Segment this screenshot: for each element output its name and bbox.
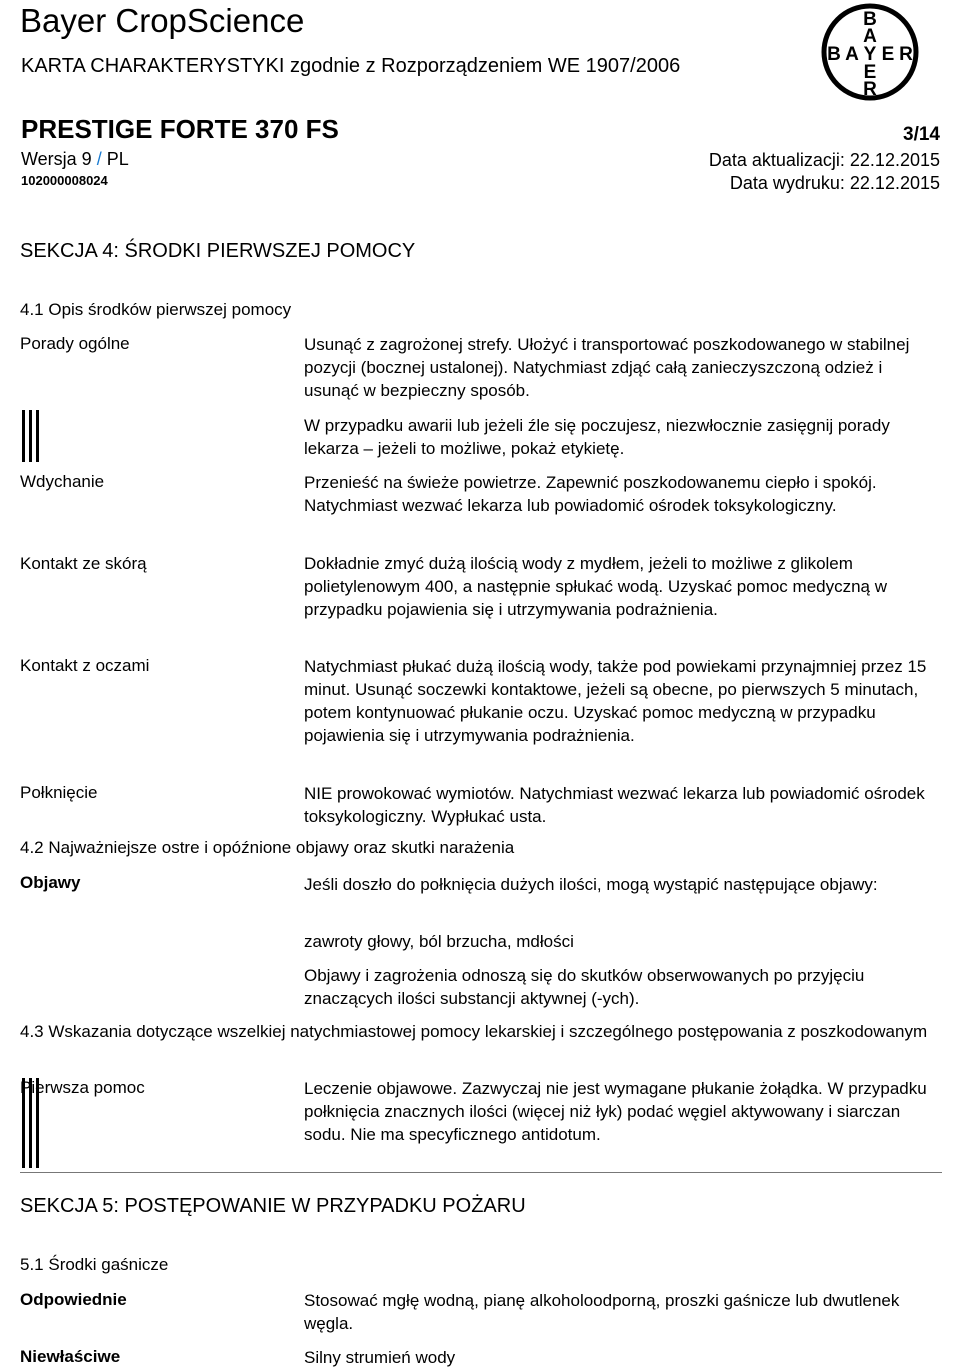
section-divider — [20, 1172, 942, 1173]
svg-text:B: B — [827, 44, 841, 65]
version-lang: PL — [106, 149, 129, 169]
skin-contact-label: Kontakt ze skórą — [20, 554, 147, 573]
general-advice-text-2: W przypadku awarii lub jeżeli źle się poczujesz, niezwłocznie zasięgnij porady lekarza – jeżeli to możliwe, pokaż etykietę. — [304, 416, 890, 458]
print-date: Data wydruku: 22.12.2015 — [729, 173, 940, 193]
company-name: Bayer CropScience — [20, 2, 305, 39]
subsection-4-3-title: 4.3 Wskazania dotyczące wszelkiej natychmiastowej pomocy lekarskiej i szczególnego postępowania z poszkodowanym — [20, 1022, 928, 1041]
section-4-title: SEKCJA 4: ŚRODKI PIERWSZEJ POMOCY — [20, 240, 416, 262]
sds-title: KARTA CHARAKTERYSTYKI zgodnie z Rozporządzeniem WE 1907/2006 — [21, 55, 681, 77]
product-name: PRESTIGE FORTE 370 FS — [21, 114, 339, 144]
ingestion-text: NIE prowokować wymiotów. Natychmiast wezwać lekarza lub powiadomić ośrodek toksykologiczny. Wypłukać usta. — [304, 784, 925, 826]
version-slash: / — [96, 149, 102, 169]
svg-text:R: R — [899, 44, 913, 65]
ingestion-label: Połknięcie — [20, 783, 98, 802]
version-info — [21, 149, 129, 170]
version-label: Wersja 9 — [21, 149, 92, 169]
general-advice-label: Porady ogólne — [20, 334, 130, 353]
suitable-media-label: Odpowiednie — [20, 1290, 127, 1309]
svg-text:A: A — [845, 44, 859, 65]
inhalation-label: Wdychanie — [20, 472, 105, 491]
suitable-media-text: Stosować mgłę wodną, pianę alkoholoodporną, proszki gaśnicze lub dwutlenek węgla. — [304, 1291, 900, 1333]
skin-contact-text: Dokładnie zmyć dużą ilością wody z mydłem, jeżeli to możliwe z glikolem polietylenowym 400, a następnie spłukać wodą. Uzyskać pomoc medyczną w przypadku pojawienia się i utrzymywania podrażnienia. — [304, 554, 888, 619]
svg-text:A: A — [863, 26, 877, 47]
subsection-4-2-title: 4.2 Najważniejsze ostre i opóźnione objawy oraz skutki narażenia — [20, 838, 515, 857]
svg-text:E: E — [881, 44, 895, 65]
svg-text:R: R — [863, 79, 877, 100]
svg-text:E: E — [863, 62, 877, 83]
revision-bar — [22, 410, 25, 462]
general-advice-text: Usunąć z zagrożonej strefy. Ułożyć i transportować poszkodowanego w stabilnej pozycji (bocznej ustalonej). Natychmiast zdjąć całą zanieczyszczoną odzież i usunąć w bezpieczny sposób. — [304, 335, 910, 400]
document-number: 102000008024 — [21, 173, 108, 188]
first-aid-label: Pierwsza pomoc — [20, 1078, 145, 1097]
inhalation-text: Przenieść na świeże powietrze. Zapewnić poszkodowanemu ciepło i spokój. Natychmiast wezwać lekarza lub powiadomić ośrodek toksykologiczny. — [304, 473, 877, 515]
eye-contact-label: Kontakt z oczami — [20, 656, 150, 675]
subsection-5-1-title: 5.1 Środki gaśnicze — [20, 1255, 169, 1274]
update-date: Data aktualizacji: 22.12.2015 — [708, 150, 940, 170]
svg-text:B: B — [863, 9, 877, 30]
first-aid-text: Leczenie objawowe. Zazwyczaj nie jest wymagane płukanie żołądka. W przypadku połknięcia znacznych ilości (więcej niż łyk) podać węgiel aktywowany i siarczan sodu. Nie ma specyficznego antidotum. — [304, 1079, 927, 1144]
symptoms-text-1: Jeśli doszło do połknięcia dużych ilości, mogą wystąpić następujące objawy: — [304, 875, 878, 894]
bayer-logo — [820, 2, 920, 102]
symptoms-label: Objawy — [20, 873, 81, 892]
revision-bar — [36, 410, 39, 462]
page-number: 3/14 — [903, 124, 940, 145]
unsuitable-media-label: Niewłaściwe — [20, 1347, 121, 1366]
section-5-title: SEKCJA 5: POSTĘPOWANIE W PRZYPADKU POŻARU — [20, 1195, 526, 1217]
symptoms-text-3: Objawy i zagrożenia odnoszą się do skutków obserwowanych po przyjęciu znaczących ilości substancji aktywnej (-ych). — [304, 966, 865, 1008]
svg-text:Y: Y — [863, 44, 877, 65]
revision-bar — [29, 410, 32, 462]
eye-contact-text: Natychmiast płukać dużą ilością wody, także pod powiekami przynajmniej przez 15 minut. Usunąć soczewki kontaktowe, jeżeli są obecne, po pierwszych 5 minutach, potem kontynuować płukanie oczu. Uzyskać pomoc medyczną w przypadku pojawienia się i utrzymywania podrażnienia. — [304, 657, 927, 745]
symptoms-text-2: zawroty głowy, ból brzucha, mdłości — [304, 932, 574, 951]
unsuitable-media-text: Silny strumień wody — [304, 1348, 456, 1367]
subsection-4-1-title: 4.1 Opis środków pierwszej pomocy — [20, 300, 292, 319]
